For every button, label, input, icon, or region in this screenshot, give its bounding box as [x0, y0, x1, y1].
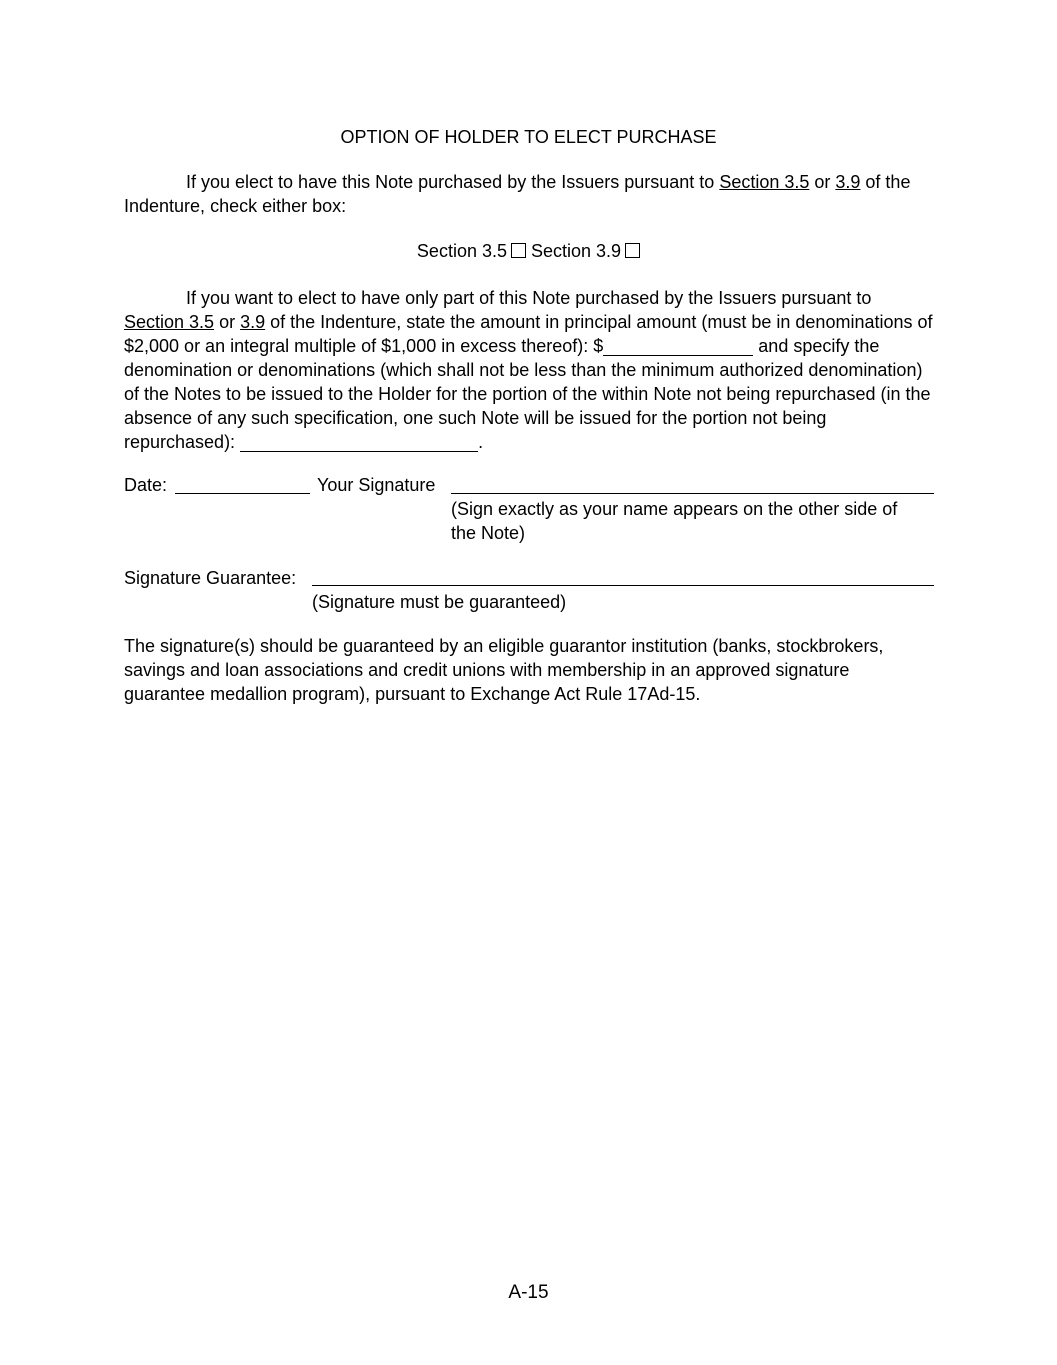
guarantor-paragraph: The signature(s) should be guaranteed by an eligible guarantor institution (banks, stockbrokers, savings and loan associations and credit unions with membership in an approved signature guarantee medallion program), pursuant to Exchange Act Rule 17Ad-15.: [124, 636, 884, 704]
section-3-9-checkbox[interactable]: [625, 243, 640, 258]
partial-purchase-paragraph: [124, 286, 934, 454]
section-3-9-label: Section 3.9: [531, 241, 622, 261]
sign-exactly-note: (Sign exactly as your name appears on the other side of the Note): [451, 499, 898, 543]
partial-section-3-9-reference: 3.9: [240, 312, 266, 332]
partial-text-a: If you want to elect to have only part of this Note purchased by the Issuers pursuant to: [186, 288, 872, 308]
date-label: Date:: [124, 475, 168, 495]
principal-amount-blank[interactable]: [603, 339, 753, 356]
partial-section-3-5-reference: Section 3.5: [124, 312, 215, 332]
your-signature-label: Your Signature: [317, 475, 436, 495]
signature-guarantee-note: (Signature must be guaranteed): [312, 592, 567, 612]
partial-text-b: or: [214, 312, 241, 332]
election-text-a: If you elect to have this Note purchased by the Issuers pursuant to: [186, 172, 720, 192]
signature-guarantee-label: Signature Guarantee:: [124, 568, 297, 588]
your-signature-line[interactable]: [451, 493, 934, 494]
page-title: OPTION OF HOLDER TO ELECT PURCHASE: [340, 127, 717, 147]
partial-text-c: of the Indenture, state the amount in principal amount (must be in denominations of $2,000 or an integral multiple of $1,000 in excess thereof): $: [124, 312, 933, 356]
date-line[interactable]: [175, 493, 310, 494]
denomination-blank[interactable]: [240, 435, 478, 452]
partial-text-d: and specify the denomination or denominations (which shall not be less than the minimum authorized denomination) of the Notes to be issued to the Holder for the portion of the within Note not being repurchased (in the absence of any such specification, one such Note will be issued for the portion not being repurchased):: [124, 336, 931, 452]
signature-guarantee-line[interactable]: [312, 585, 934, 586]
partial-text-e: .: [478, 432, 484, 452]
page-number: A-15: [508, 1282, 549, 1303]
section-3-5-label: Section 3.5: [416, 241, 507, 261]
section-3-5-reference: Section 3.5: [719, 172, 810, 192]
election-text-b: or: [809, 172, 836, 192]
election-paragraph: [124, 170, 934, 218]
election-text-c: of the Indenture, check either box:: [124, 172, 911, 216]
section-checkbox-row: [0, 239, 1057, 263]
section-3-9-reference: 3.9: [835, 172, 861, 192]
section-3-5-checkbox[interactable]: [511, 243, 526, 258]
